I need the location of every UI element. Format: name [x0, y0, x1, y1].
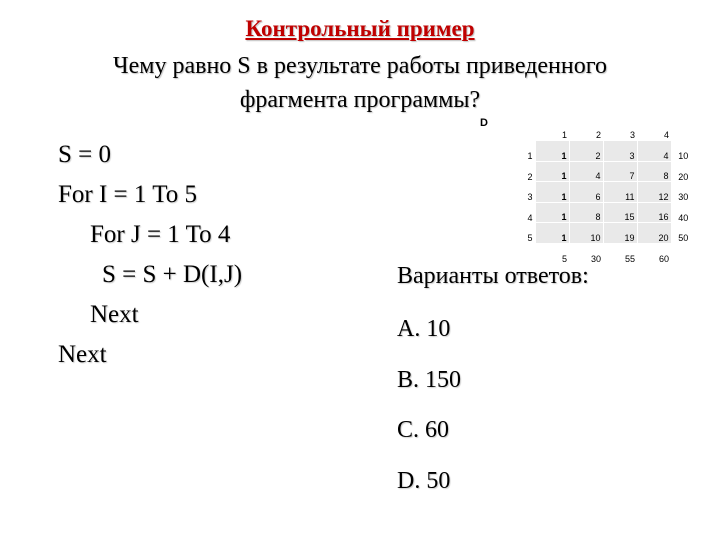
code-line: Next [58, 341, 107, 368]
question-line-1: Чему равно S в результате работы приведенного [113, 53, 607, 79]
matrix-col-header: 3 [629, 130, 635, 140]
matrix-cell: 11 [603, 182, 637, 203]
matrix-row [517, 161, 695, 182]
matrix-cell: 1 [535, 202, 569, 223]
matrix-row-index: 2 [527, 171, 533, 182]
answer-list [397, 304, 589, 506]
matrix-table [517, 120, 695, 264]
question-text [30, 49, 690, 117]
answer-option-c[interactable]: C. 60 [397, 417, 450, 443]
matrix-row [517, 182, 695, 203]
matrix-sum-corner [517, 243, 535, 264]
matrix-row-index: 5 [527, 233, 533, 243]
matrix-header-row [517, 120, 695, 141]
matrix-cell: 8 [637, 161, 671, 182]
matrix-row [517, 202, 695, 223]
code-line: For I = 1 To 5 [58, 181, 197, 208]
matrix-row-index: 1 [527, 151, 533, 161]
matrix-col-sum: 55 [624, 253, 635, 264]
matrix-cell: 1 [535, 141, 569, 162]
matrix-cell: 4 [569, 161, 603, 182]
matrix-sum-header [671, 120, 695, 141]
code-line: Next [90, 301, 139, 328]
matrix-row [517, 223, 695, 244]
matrix-col-sum: 5 [561, 253, 567, 264]
matrix-cell: 1 [535, 223, 569, 244]
code-fragment [58, 135, 242, 375]
code-line: S = 0 [58, 141, 112, 168]
matrix-sum-row [517, 243, 695, 264]
matrix-table-image [477, 114, 714, 262]
matrix-col-sum: 30 [590, 253, 601, 264]
matrix-col-header: 4 [663, 130, 669, 140]
matrix-cell: 1 [535, 161, 569, 182]
matrix-cell: 12 [637, 182, 671, 203]
matrix-cell: 4 [637, 141, 671, 162]
answer-option-d[interactable]: D. 50 [397, 467, 451, 494]
matrix-cell: 3 [603, 141, 637, 162]
matrix-cell: 8 [569, 202, 603, 223]
matrix-row-sum: 10 [678, 151, 689, 161]
matrix-cell: 20 [637, 223, 671, 244]
code-line: S = S + D(I,J) [102, 261, 243, 288]
matrix-row-sum: 20 [678, 171, 689, 182]
matrix-row [517, 141, 695, 162]
matrix-row-sum: 30 [678, 192, 689, 202]
matrix-cell: 1 [535, 182, 569, 203]
matrix-corner-cell [517, 120, 535, 141]
matrix-cell: 6 [569, 182, 603, 203]
answer-option-a[interactable]: A. 10 [397, 316, 451, 342]
answers-heading: Варианты ответов: [397, 263, 589, 289]
matrix-row-index: 4 [527, 212, 533, 223]
matrix-cell: 16 [637, 202, 671, 223]
code-line: For J = 1 To 4 [90, 221, 231, 248]
matrix-col-header: 2 [595, 130, 601, 140]
slide-title: Контрольный пример [245, 16, 475, 41]
matrix-cell: 10 [569, 223, 603, 244]
answer-options [397, 251, 589, 506]
matrix-cell: 15 [603, 202, 637, 223]
matrix-col-header: 1 [561, 130, 567, 140]
matrix-row-sum: 50 [678, 233, 689, 243]
matrix-col-sum: 60 [658, 253, 669, 264]
question-line-2: фрагмента программы? [239, 87, 481, 113]
matrix-sum-blank [671, 243, 695, 264]
matrix-cell: 19 [603, 223, 637, 244]
matrix-row-index: 3 [527, 192, 533, 202]
answer-option-b[interactable]: B. 150 [397, 366, 462, 393]
matrix-row-sum: 40 [678, 212, 689, 223]
matrix-cell: 7 [603, 161, 637, 182]
matrix-label: D [480, 117, 488, 129]
matrix-cell: 2 [569, 141, 603, 162]
